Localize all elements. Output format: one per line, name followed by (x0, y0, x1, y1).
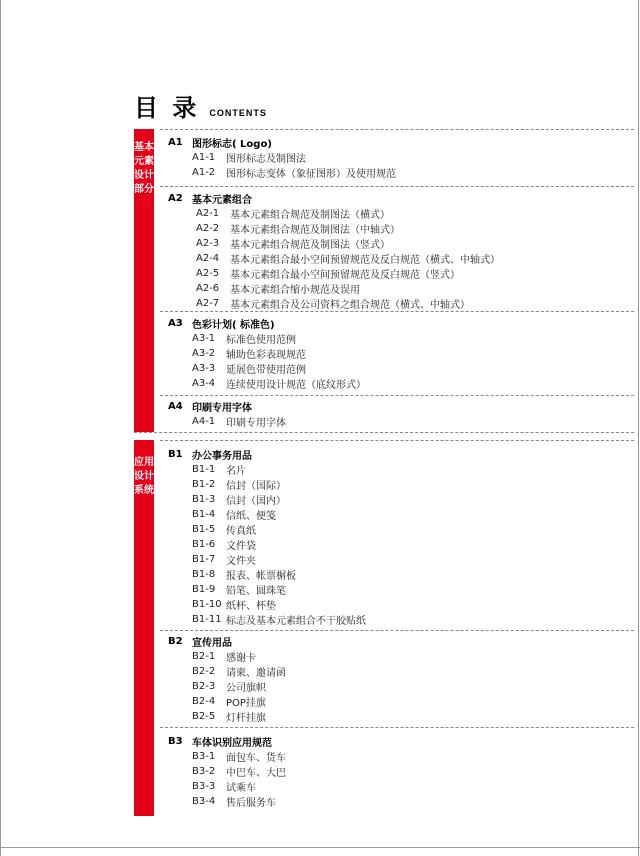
item-code: A2-5 (196, 268, 220, 279)
section-heading (168, 316, 366, 331)
title-main: 目 录 (134, 94, 200, 122)
item-title: 文件袋 (226, 541, 256, 552)
list-item (192, 552, 366, 567)
item-title: 售后服务车 (226, 798, 276, 809)
item-title: 基本元素组合规范及制图法（横式） (230, 210, 390, 221)
item-code: B1-11 (192, 614, 222, 625)
section-title: 宣传用品 (192, 638, 232, 649)
item-title: 传真纸 (226, 526, 256, 537)
list-item (196, 251, 500, 266)
page-title (134, 88, 267, 122)
item-title: 基本元素组合规范及制图法（竖式） (230, 240, 390, 251)
list-item (196, 281, 500, 296)
item-code: B1-7 (192, 554, 216, 565)
item-code: B1-2 (192, 479, 216, 490)
list-item (192, 477, 366, 492)
section-a2 (168, 191, 500, 311)
divider (160, 395, 634, 396)
divider (160, 311, 634, 312)
list-item (192, 597, 366, 612)
list-item (192, 522, 366, 537)
list-item (192, 749, 286, 764)
section-title: 图形标志( Logo) (192, 139, 272, 150)
section-code: A2 (168, 193, 183, 204)
list-item (192, 414, 286, 429)
section-heading (168, 191, 500, 206)
item-code: B3-1 (192, 751, 216, 762)
list-item (192, 537, 366, 552)
item-code: B2-5 (192, 711, 216, 722)
item-code: B3-3 (192, 781, 216, 792)
list-item (196, 296, 500, 311)
item-code: B1-4 (192, 509, 216, 520)
list-item (192, 567, 366, 582)
list-item (192, 165, 396, 180)
divider (160, 727, 634, 728)
item-title: 图形标志及制图法 (226, 154, 306, 165)
section-b1 (168, 447, 366, 627)
item-code: A2-2 (196, 223, 220, 234)
list-item (192, 346, 366, 361)
section-code: B1 (168, 449, 183, 460)
item-title: 基本元素组合最小空间预留规范及反白规范（竖式） (230, 270, 460, 281)
item-title: 报表、帐票榍板 (226, 571, 296, 582)
item-title: 纸杯、杯垫 (226, 601, 276, 612)
item-title: 辅助色彩表现规范 (226, 350, 306, 361)
section-title: 基本元素组合 (192, 195, 252, 206)
section-heading (168, 135, 396, 150)
section-b3 (168, 734, 286, 809)
list-item (192, 679, 286, 694)
section-b2 (168, 634, 286, 724)
list-item (192, 376, 366, 391)
page-edge-left (0, 0, 1, 856)
item-title: 面包车、货车 (226, 753, 286, 764)
section-a1 (168, 135, 396, 180)
item-title: 信封（国际） (226, 481, 286, 492)
item-title: POP挂旗 (226, 698, 266, 709)
item-code: A2-4 (196, 253, 220, 264)
item-code: B1-1 (192, 464, 216, 475)
item-code: B1-10 (192, 599, 222, 610)
page-edge-bottom (0, 847, 640, 848)
section-title: 办公事务用品 (192, 451, 252, 462)
item-title: 基本元素组合最小空间预留规范及反白规范（横式、中轴式） (230, 255, 500, 266)
list-item (192, 794, 286, 809)
list-item (192, 649, 286, 664)
list-item (196, 266, 500, 281)
item-code: B1-5 (192, 524, 216, 535)
section-heading (168, 399, 286, 414)
section-code: A3 (168, 318, 183, 329)
item-title: 感谢卡 (226, 653, 256, 664)
divider (160, 129, 634, 130)
item-code: B3-2 (192, 766, 216, 777)
page-edge-right (638, 0, 639, 856)
item-title: 连续使用设计规范（底纹形式） (226, 380, 366, 391)
section-code: A1 (168, 137, 183, 148)
item-title: 基本元素组合及公司资料之组合规范（横式、中轴式） (230, 300, 470, 311)
item-title: 试乘车 (226, 783, 256, 794)
item-code: A2-6 (196, 283, 220, 294)
item-code: B2-3 (192, 681, 216, 692)
list-item (196, 221, 500, 236)
item-title: 印刷专用字体 (226, 418, 286, 429)
item-title: 信纸、便笺 (226, 511, 276, 522)
item-code: A1-1 (192, 152, 216, 163)
section-heading (168, 734, 286, 749)
item-title: 延展色带使用范例 (226, 365, 306, 376)
list-item (196, 206, 500, 221)
item-code: A3-4 (192, 378, 216, 389)
item-title: 标志及基本元素组合不干胶贴纸 (226, 616, 366, 627)
item-code: A2-3 (196, 238, 220, 249)
list-item (192, 492, 366, 507)
list-item (192, 361, 366, 376)
list-item (192, 507, 366, 522)
part-a-label: 基本元素设计部分 (134, 142, 154, 195)
item-title: 请柬、邀请函 (226, 668, 286, 679)
item-title: 标准色使用范例 (226, 335, 296, 346)
list-item (192, 664, 286, 679)
item-code: B1-9 (192, 584, 216, 595)
item-title: 图形标志变体（象征图形）及使用规范 (226, 169, 396, 180)
list-item (192, 331, 366, 346)
section-title: 印刷专用字体 (192, 403, 252, 414)
item-code: B1-8 (192, 569, 216, 580)
item-code: B1-3 (192, 494, 216, 505)
item-code: A2-1 (196, 208, 220, 219)
list-item (192, 582, 366, 597)
item-code: A4-1 (192, 416, 216, 427)
part-b-bar (134, 440, 154, 816)
list-item (192, 612, 366, 627)
item-code: A3-3 (192, 363, 216, 374)
list-item (192, 694, 286, 709)
part-b-label: 应用设计系统 (134, 457, 154, 496)
item-code: B3-4 (192, 796, 216, 807)
item-code: A1-2 (192, 167, 216, 178)
item-title: 基本元素组合规范及制图法（中轴式） (230, 225, 400, 236)
part-a-bar (134, 129, 154, 432)
title-sub: CONTENTS (209, 108, 267, 118)
list-item (192, 779, 286, 794)
item-title: 文件夹 (226, 556, 256, 567)
item-title: 基本元素组合缩小规范及误用 (230, 285, 360, 296)
divider (160, 440, 634, 441)
item-title: 公司旗帜 (226, 683, 266, 694)
section-heading (168, 447, 366, 462)
section-code: B3 (168, 736, 183, 747)
item-title: 中巴车、大巴 (226, 768, 286, 779)
item-title: 铅笔、圆珠笔 (226, 586, 286, 597)
section-a4 (168, 399, 286, 429)
list-item (192, 709, 286, 724)
list-item (192, 150, 396, 165)
item-code: A2-7 (196, 298, 220, 309)
item-title: 名片 (226, 466, 246, 477)
divider (160, 186, 634, 187)
item-code: B2-2 (192, 666, 216, 677)
item-title: 灯杆挂旗 (226, 713, 266, 724)
section-title: 车体识别应用规范 (192, 738, 272, 749)
item-code: A3-1 (192, 333, 216, 344)
list-item (196, 236, 500, 251)
divider (160, 630, 634, 631)
item-code: B1-6 (192, 539, 216, 550)
item-code: B2-1 (192, 651, 216, 662)
divider (134, 432, 634, 433)
item-code: A3-2 (192, 348, 216, 359)
section-title: 色彩计划( 标准色) (192, 320, 275, 331)
list-item (192, 462, 366, 477)
item-title: 信封（国内） (226, 496, 286, 507)
section-code: A4 (168, 401, 183, 412)
section-heading (168, 634, 286, 649)
item-code: B2-4 (192, 696, 216, 707)
section-a3 (168, 316, 366, 391)
list-item (192, 764, 286, 779)
section-code: B2 (168, 636, 183, 647)
